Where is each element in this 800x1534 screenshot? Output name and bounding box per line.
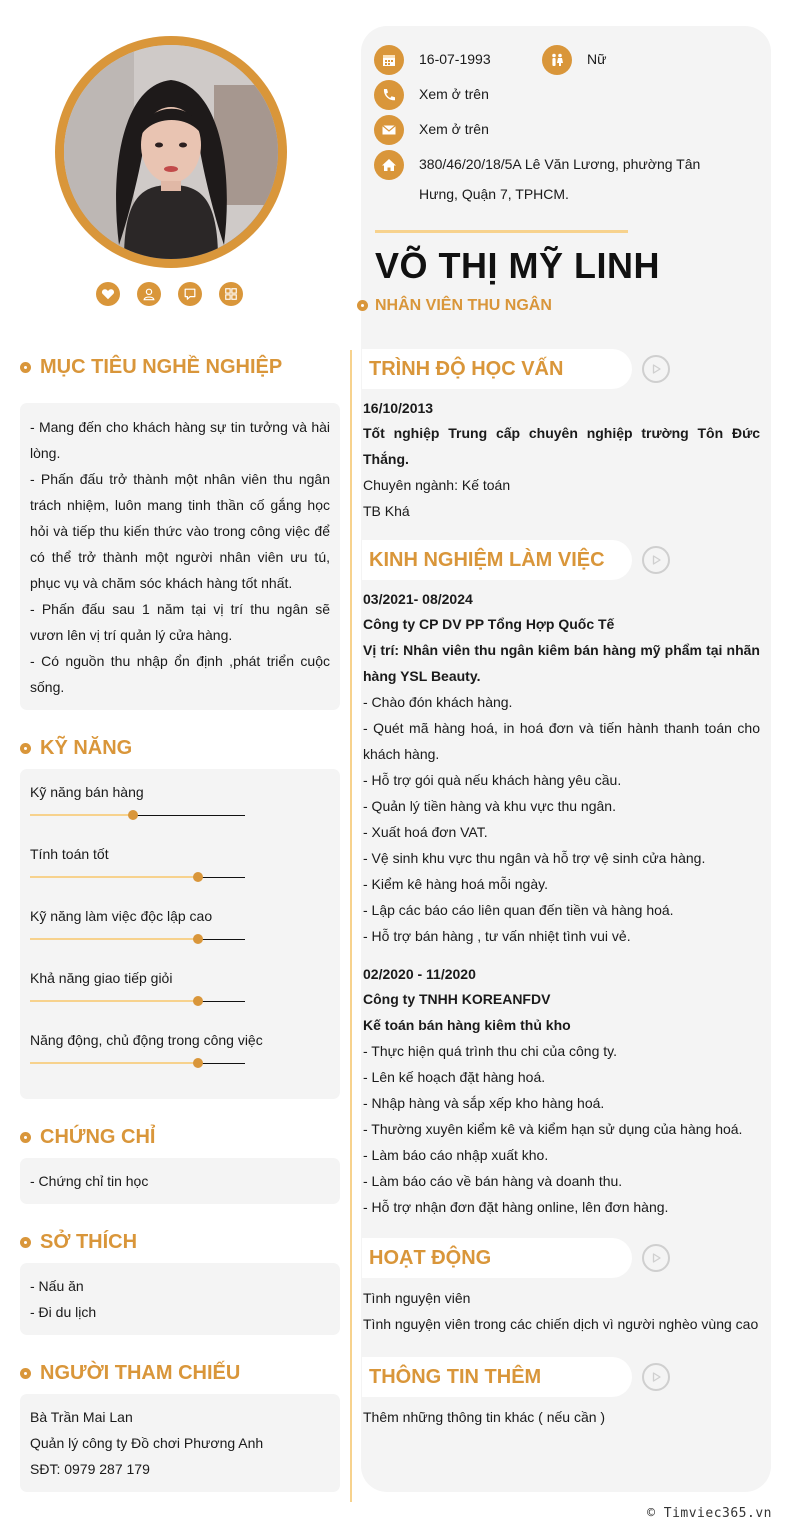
heading-bullet xyxy=(20,743,31,754)
job-duty: - Quét mã hàng hoá, in hoá đơn và tiến hành thanh toán cho khách hàng. xyxy=(363,720,760,762)
reference-line: Quản lý công ty Đồ chơi Phương Anh xyxy=(30,1435,264,1451)
job-duty: - Lập các báo cáo liên quan đến tiền và hàng hoá. xyxy=(363,902,674,918)
job-company: Công ty CP DV PP Tổng Hợp Quốc Tế xyxy=(363,616,615,632)
gender-icon xyxy=(542,45,572,75)
extra-info-heading: THÔNG TIN THÊM xyxy=(362,1357,632,1397)
job-duty: - Chào đón khách hàng. xyxy=(363,694,513,710)
chat-icon[interactable] xyxy=(178,282,202,306)
address-line-2: Hưng, Quận 7, TPHCM. xyxy=(419,186,569,202)
skill-knob xyxy=(193,996,203,1006)
address-line-1: 380/46/20/18/5A Lê Văn Lương, phường Tân xyxy=(419,156,701,172)
skill-label: Năng động, chủ động trong công việc xyxy=(30,1032,263,1048)
play-icon[interactable] xyxy=(642,1244,670,1272)
job-duty: - Nhập hàng và sắp xếp kho hàng hoá. xyxy=(363,1095,605,1111)
education-date: 16/10/2013 xyxy=(363,400,434,416)
job-duty: - Hỗ trợ nhận đơn đặt hàng online, lên đơn hàng. xyxy=(363,1199,669,1215)
skill-knob xyxy=(193,872,203,882)
skill-fill xyxy=(30,814,133,816)
education-heading: TRÌNH ĐỘ HỌC VẤN xyxy=(362,349,632,389)
avatar-photo xyxy=(64,45,278,259)
job-duty: - Làm báo cáo nhập xuất kho. xyxy=(363,1147,549,1163)
skill-knob xyxy=(193,1058,203,1068)
education-grade: TB Khá xyxy=(363,503,410,519)
activity-line: Tình nguyện viên trong các chiến dịch vì người nghèo vùng cao xyxy=(363,1316,759,1332)
hobby-item: - Nấu ăn xyxy=(30,1278,84,1294)
education-major: Chuyên ngành: Kế toán xyxy=(363,477,511,493)
certificates-heading: CHỨNG CHỈ xyxy=(20,1125,155,1149)
references-box xyxy=(20,1394,340,1492)
email: Xem ở trên xyxy=(419,121,489,137)
reference-line: Bà Trần Mai Lan xyxy=(30,1409,133,1425)
references-heading: NGƯỜI THAM CHIẾU xyxy=(20,1361,240,1385)
avatar xyxy=(64,45,278,259)
objective-line: - Mang đến cho khách hàng sự tin tưởng và hài lòng. xyxy=(30,419,330,461)
objective-line: - Có nguồn thu nhập ổn định ,phát triển cuộc sống. xyxy=(30,653,330,695)
play-icon[interactable] xyxy=(642,546,670,574)
role-bullet xyxy=(357,300,368,311)
activities-heading: HOẠT ĐỘNG xyxy=(362,1238,632,1278)
user-icon[interactable] xyxy=(137,282,161,306)
skill-fill xyxy=(30,1000,198,1002)
activities-block xyxy=(363,1285,760,1337)
calendar-icon xyxy=(374,45,404,75)
reference-line: SĐT: 0979 287 179 xyxy=(30,1461,150,1477)
hobbies-heading: SỞ THÍCH xyxy=(20,1230,137,1254)
education-block xyxy=(363,396,760,524)
job-block xyxy=(363,587,760,949)
job-duty: - Lên kế hoạch đặt hàng hoá. xyxy=(363,1069,546,1085)
objective-line: - Phấn đấu trở thành một nhân viên thu ngân trách nhiệm, luôn mang tinh thần cố gắng học hỏi và tiếp thu kiến thức vào trong công việc để có thể trở thành một người nhân viên ưu tú, phục vụ và chăm sóc khách hàng tốt nhất. xyxy=(30,471,330,591)
job-date: 03/2021- 08/2024 xyxy=(363,591,473,607)
certificate-item: - Chứng chỉ tin học xyxy=(30,1173,149,1189)
job-duty: - Thực hiện quá trình thu chi của công ty. xyxy=(363,1043,617,1059)
hobby-item: - Đi du lịch xyxy=(30,1304,97,1320)
skills-heading: KỸ NĂNG xyxy=(20,736,132,760)
skill-item xyxy=(30,844,245,864)
skill-knob xyxy=(128,810,138,820)
job-block xyxy=(363,962,760,1220)
play-icon[interactable] xyxy=(642,355,670,383)
heading-bullet xyxy=(20,1368,31,1379)
skill-knob xyxy=(193,934,203,944)
skill-label: Khả năng giao tiếp giỏi xyxy=(30,970,173,986)
candidate-name: VÕ THỊ MỸ LINH xyxy=(375,245,660,286)
phone: Xem ở trên xyxy=(419,86,489,102)
footer-credit[interactable]: © Timviec365.vn xyxy=(647,1506,772,1521)
social-icons-row xyxy=(96,282,243,306)
extra-info-line: Thêm những thông tin khác ( nếu cần ) xyxy=(363,1409,606,1425)
email-icon xyxy=(374,115,404,145)
job-position: Kế toán bán hàng kiêm thủ kho xyxy=(363,1017,571,1033)
grid-icon[interactable] xyxy=(219,282,243,306)
certificates-box xyxy=(20,1158,340,1204)
heading-bullet xyxy=(20,1132,31,1143)
job-duty: - Quản lý tiền hàng và khu vực thu ngân. xyxy=(363,798,616,814)
job-duty: - Vệ sinh khu vực thu ngân và hỗ trợ vệ sinh cửa hàng. xyxy=(363,850,706,866)
job-duty: - Làm báo cáo về bán hàng và doanh thu. xyxy=(363,1173,623,1189)
extra-info-block xyxy=(363,1404,760,1430)
job-position: Vị trí: Nhân viên thu ngân kiêm bán hàng mỹ phẩm tại nhãn hàng YSL Beauty. xyxy=(363,642,760,684)
job-date: 02/2020 - 11/2020 xyxy=(363,966,476,982)
heading-bullet xyxy=(20,362,31,373)
skill-item xyxy=(30,782,245,802)
phone-icon xyxy=(374,80,404,110)
gender: Nữ xyxy=(587,51,607,67)
hobbies-box xyxy=(20,1263,340,1335)
skill-item xyxy=(30,968,245,988)
candidate-role: NHÂN VIÊN THU NGÂN xyxy=(375,297,552,314)
job-duty: - Thường xuyên kiểm kê và kiểm hạn sử dụng của hàng hoá. xyxy=(363,1121,743,1137)
job-duty: - Xuất hoá đơn VAT. xyxy=(363,824,488,840)
job-duty: - Kiểm kê hàng hoá mỗi ngày. xyxy=(363,876,548,892)
birthdate: 16-07-1993 xyxy=(419,51,491,67)
skill-fill xyxy=(30,1062,198,1064)
job-company: Công ty TNHH KOREANFDV xyxy=(363,991,551,1007)
education-school: Tốt nghiệp Trung cấp chuyên nghiệp trường Tôn Đức Thắng. xyxy=(363,425,760,467)
skill-label: Kỹ năng làm việc độc lập cao xyxy=(30,908,213,924)
skill-label: Kỹ năng bán hàng xyxy=(30,784,144,800)
activity-line: Tình nguyện viên xyxy=(363,1290,471,1306)
avatar-ring xyxy=(55,36,287,268)
column-divider xyxy=(350,350,352,1502)
skill-fill xyxy=(30,876,198,878)
home-icon xyxy=(374,150,404,180)
name-underline xyxy=(375,230,628,233)
play-icon[interactable] xyxy=(642,1363,670,1391)
heart-icon[interactable] xyxy=(96,282,120,306)
objective-heading: MỤC TIÊU NGHỀ NGHIỆP xyxy=(20,355,282,379)
job-duty: - Hỗ trợ gói quà nếu khách hàng yêu cầu. xyxy=(363,772,622,788)
objective-line: - Phấn đấu sau 1 năm tại vị trí thu ngân sẽ vươn lên vị trí quản lý cửa hàng. xyxy=(30,601,330,643)
experience-heading: KINH NGHIỆM LÀM VIỆC xyxy=(362,540,632,580)
skill-fill xyxy=(30,938,198,940)
heading-bullet xyxy=(20,1237,31,1248)
job-duty: - Hỗ trợ bán hàng , tư vấn nhiệt tình vui vẻ. xyxy=(363,928,631,944)
skill-label: Tính toán tốt xyxy=(30,846,109,862)
objective-box xyxy=(20,403,340,710)
skill-item xyxy=(30,906,245,926)
skill-item xyxy=(30,1030,263,1050)
